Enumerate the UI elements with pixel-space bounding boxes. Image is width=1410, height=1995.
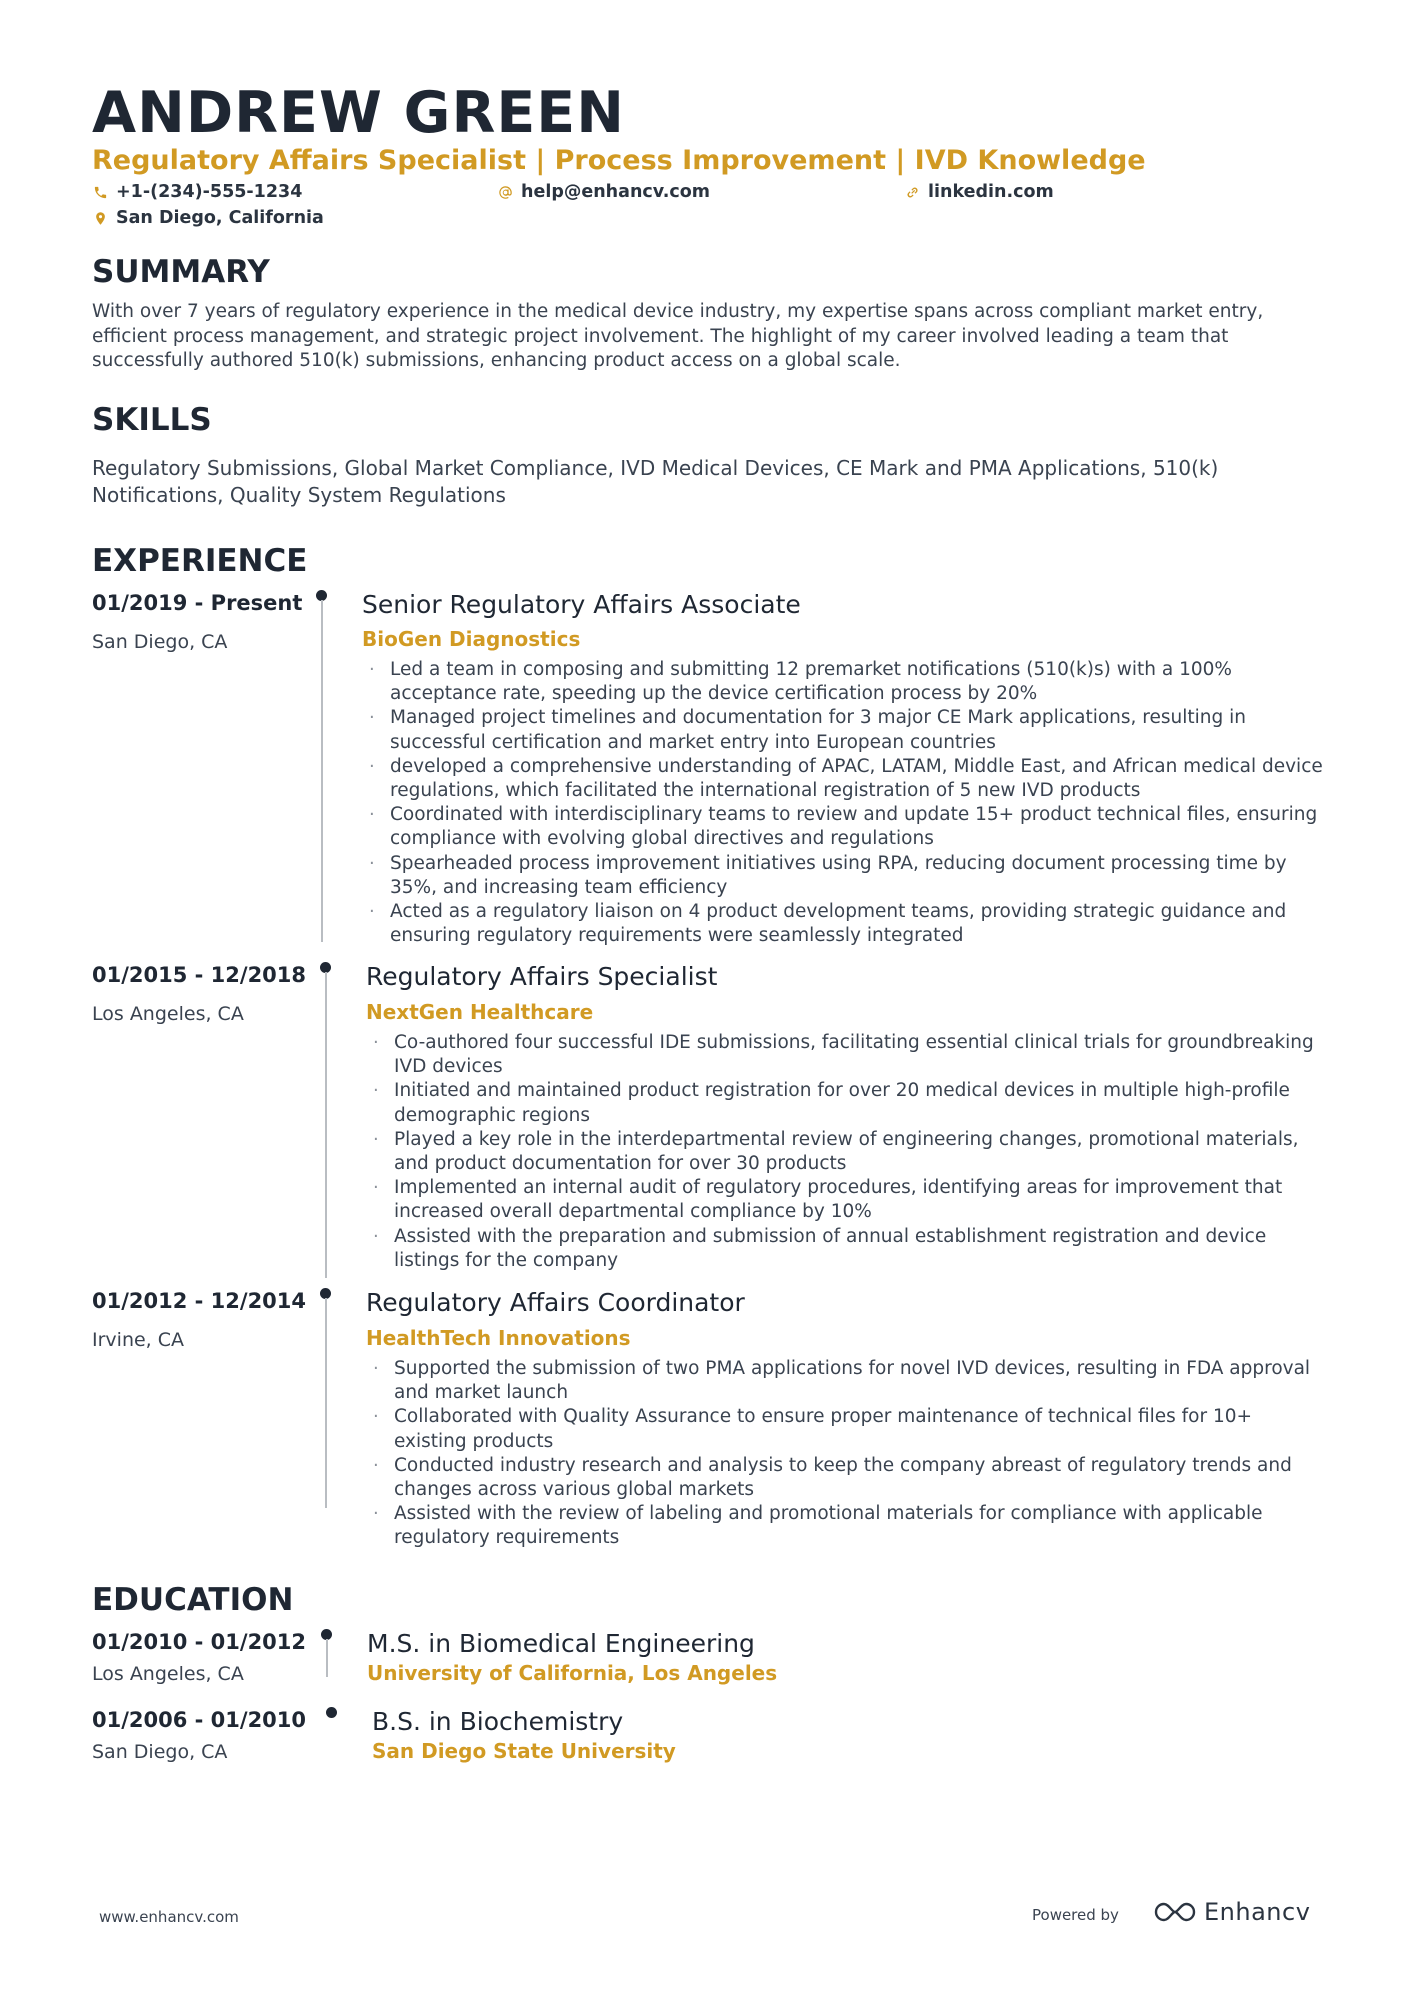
skills-text: Regulatory Submissions, Global Market Compliance, IVD Medical Devices, CE Mark and PMA Applications, 510(k) Notifications, Quality System Regulations (92, 456, 1219, 507)
summary-text: With over 7 years of regulatory experience in the medical device industry, my expertise spans across compliant market entry, efficient process management, and strategic project involvement. The highlight of my career involved leading a team that successfully authored 510(k) submissions, enhancing product access on a global scale. (92, 301, 1264, 371)
contact-phone (92, 180, 302, 204)
experience-role: Regulatory Affairs Specialist (366, 962, 718, 991)
contact-location (92, 206, 324, 230)
experience-role: Senior Regulatory Affairs Associate (362, 590, 801, 619)
bullet-item: · Assisted with the review of labeling and promotional materials for compliance with applicable regulatory requirements (370, 1502, 1330, 1550)
education-degree: B.S. in Biochemistry (372, 1707, 624, 1736)
bullet-item: · Acted as a regulatory liaison on 4 product development teams, providing strategic guidance and ensuring regulatory requirements were seamlessly integrated (366, 900, 1326, 948)
bullet-item: · Co-authored four successful IDE submissions, facilitating essential clinical trials for groundbreaking IVD devices (370, 1031, 1330, 1079)
experience-dates: 01/2015 - 12/2018 (92, 963, 307, 987)
experience-company: BioGen Diagnostics (362, 627, 581, 651)
at-icon (497, 184, 513, 200)
education-heading: EDUCATION (92, 1582, 294, 1618)
bullet-item: · Led a team in composing and submitting 12 premarket notifications (510(k)s) with a 100% acceptance rate, speeding up the device certification process by 20% (366, 658, 1326, 706)
experience-bullets (370, 1031, 1330, 1273)
bullet-item: · Played a key role in the interdepartmental review of engineering changes, promotional materials, and product documentation for over 30 products (370, 1128, 1330, 1176)
education-dates: 01/2006 - 01/2010 (92, 1708, 307, 1732)
education-dates: 01/2010 - 01/2012 (92, 1630, 307, 1654)
bullet-item: · Assisted with the preparation and submission of annual establishment registration and device listings for the company (370, 1225, 1330, 1273)
bullet-item: · Supported the submission of two PMA applications for novel IVD devices, resulting in FDA approval and market launch (370, 1357, 1330, 1405)
education-degree: M.S. in Biomedical Engineering (367, 1629, 755, 1658)
education-school: San Diego State University (372, 1739, 676, 1763)
timeline-line (326, 1639, 328, 1677)
map-pin-icon (92, 210, 108, 226)
link-icon (904, 184, 920, 200)
enhancv-logo[interactable] (1152, 1898, 1310, 1926)
bullet-item: · developed a comprehensive understanding of APAC, LATAM, Middle East, and African medical device regulations, which facilitated the international registration of 5 new IVD products (366, 755, 1326, 803)
experience-location: Los Angeles, CA (92, 1003, 244, 1025)
experience-location: Irvine, CA (92, 1329, 185, 1351)
experience-heading: EXPERIENCE (92, 543, 308, 579)
footer-brand: Enhancv (1204, 1898, 1311, 1926)
education-school: University of California, Los Angeles (367, 1661, 778, 1685)
summary-heading: SUMMARY (92, 254, 270, 290)
bullet-item: · Coordinated with interdisciplinary teams to review and update 15+ product technical files, ensuring compliance with evolving global directives and regulations (366, 803, 1326, 851)
bullet-item: · Spearheaded process improvement initiatives using RPA, reducing document processing time by 35%, and increasing team efficiency (366, 852, 1326, 900)
experience-bullets (366, 658, 1326, 948)
experience-role: Regulatory Affairs Coordinator (366, 1288, 745, 1317)
timeline-line (325, 1298, 327, 1508)
timeline-line (321, 600, 323, 942)
email-text: help@enhancv.com (521, 182, 711, 202)
phone-text: +1-(234)-555-1234 (116, 182, 303, 202)
education-location: San Diego, CA (92, 1741, 228, 1763)
experience-company: HealthTech Innovations (366, 1326, 631, 1350)
experience-bullets (370, 1357, 1330, 1551)
phone-icon (92, 184, 108, 200)
footer-powered-by: Powered by (1032, 1906, 1119, 1924)
education-location: Los Angeles, CA (92, 1663, 244, 1685)
timeline-line (325, 972, 327, 1278)
experience-location: San Diego, CA (92, 631, 228, 653)
candidate-name: ANDREW GREEN (92, 80, 625, 146)
bullet-item: · Collaborated with Quality Assurance to ensure proper maintenance of technical files for 10+ existing products (370, 1405, 1330, 1453)
contact-linkedin[interactable] (904, 180, 1054, 204)
headline: Regulatory Affairs Specialist | Process Improvement | IVD Knowledge (92, 145, 1146, 176)
timeline-dot (326, 1707, 337, 1718)
bullet-item: · Implemented an internal audit of regulatory procedures, identifying areas for improvement that increased overall departmental compliance by 10% (370, 1176, 1330, 1224)
enhancv-logo-icon (1152, 1899, 1198, 1925)
bullet-item: · Initiated and maintained product registration for over 20 medical devices in multiple high-profile demographic regions (370, 1079, 1330, 1127)
linkedin-text: linkedin.com (928, 182, 1054, 202)
bullet-item: · Managed project timelines and documentation for 3 major CE Mark applications, resulting in successful certification and market entry into European countries (366, 706, 1326, 754)
experience-dates: 01/2019 - Present (92, 591, 303, 615)
location-text: San Diego, California (116, 208, 324, 228)
experience-dates: 01/2012 - 12/2014 (92, 1289, 307, 1313)
contact-email[interactable] (497, 180, 710, 204)
experience-company: NextGen Healthcare (366, 1000, 594, 1024)
skills-heading: SKILLS (92, 402, 212, 438)
footer-url[interactable]: www.enhancv.com (99, 1908, 239, 1926)
bullet-item: · Conducted industry research and analysis to keep the company abreast of regulatory trends and changes across various global markets (370, 1454, 1330, 1502)
